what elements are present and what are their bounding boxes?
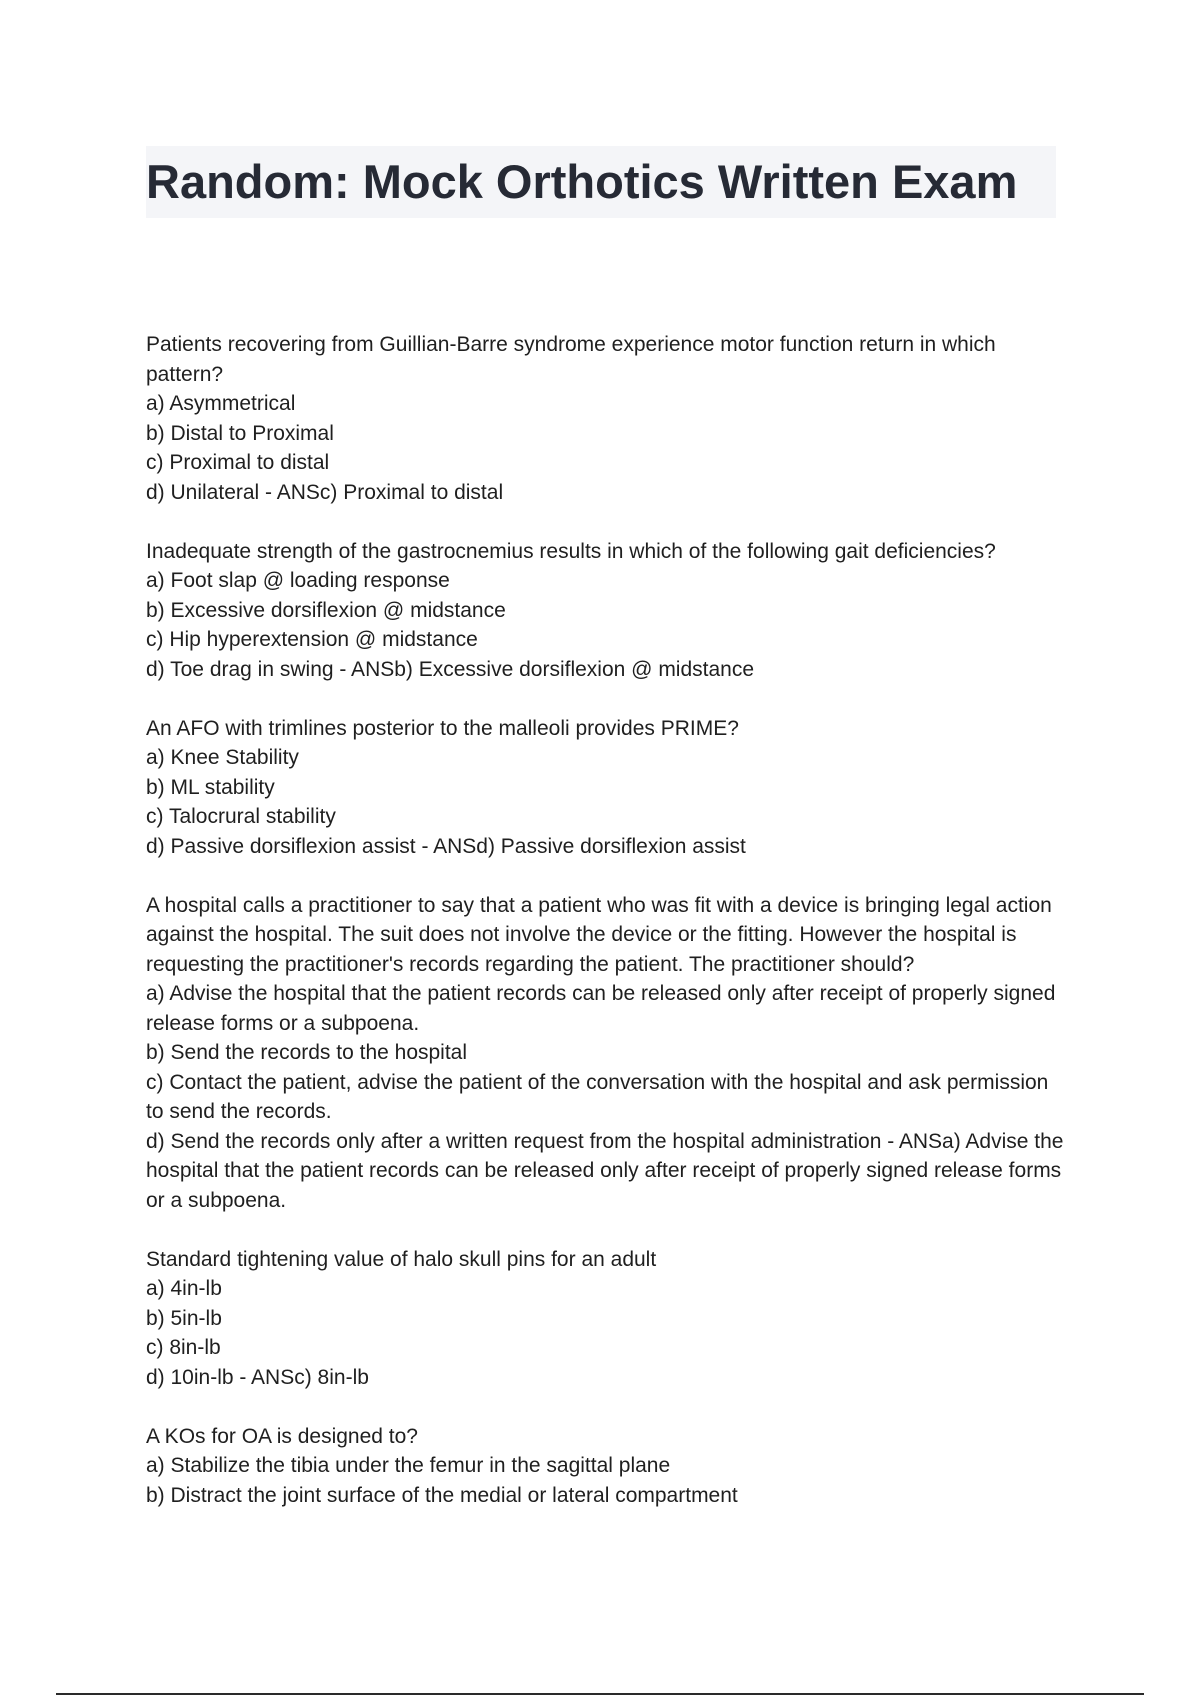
answer-option: a) 4in-lb [146,1277,222,1300]
page-title: Random: Mock Orthotics Written Exam [146,155,1018,208]
answer-option: c) Contact the patient, advise the patient of the conversation with the hospital and ask permission to send the records. [146,1070,1049,1123]
answer-option: b) ML stability [146,775,275,799]
answer-option: a) Advise the hospital that the patient records can be released only after receipt of properly signed release forms or a subpoena. [146,982,1056,1035]
question-text: Patients recovering from Guillian-Barre syndrome experience motor function return in which pattern? [146,333,996,386]
answer-option: b) Distal to Proximal [146,421,334,445]
question-block [146,1245,1066,1393]
question-text: Standard tightening value of halo skull pins for an adult [146,1247,657,1271]
question-text: A KOs for OA is designed to? [146,1424,418,1448]
question-block [146,891,1066,1216]
answer-option: d) Send the records only after a written request from the hospital administration - ANSa) Advise the hospital that the patient records can be released only after receipt of properly signed release forms or a subpoena. [146,1129,1064,1212]
question-text: A hospital calls a practitioner to say that a patient who was fit with a device is bringing legal action against the hospital. The suit does not involve the device or the fitting. However the hospital is requesting the practitioner's records regarding the patient. The practitioner should? [146,893,1052,976]
answer-option: b) 5in-lb [146,1306,222,1330]
answer-option: a) Foot slap @ loading response [146,569,450,592]
question-block [146,714,1066,862]
answer-option: a) Asymmetrical [146,392,296,415]
question-block [146,330,1066,507]
question-block [146,1422,1066,1511]
question-block [146,537,1066,685]
answer-option: a) Stabilize the tibia under the femur in the sagittal plane [146,1454,671,1477]
answer-option: b) Excessive dorsiflexion @ midstance [146,598,506,622]
answer-option: d) Toe drag in swing - ANSb) Excessive dorsiflexion @ midstance [146,657,755,681]
answer-option: d) Unilateral - ANSc) Proximal to distal [146,480,504,504]
answer-option: c) Talocrural stability [146,805,336,828]
footer-divider [56,1693,1144,1695]
answer-option: d) Passive dorsiflexion assist - ANSd) Passive dorsiflexion assist [146,834,746,858]
question-text: Inadequate strength of the gastrocnemius results in which of the following gait deficiencies? [146,539,996,563]
answer-option: c) 8in-lb [146,1336,221,1359]
answer-option: c) Proximal to distal [146,451,330,474]
answer-option: c) Hip hyperextension @ midstance [146,628,478,651]
answer-option: b) Send the records to the hospital [146,1041,468,1064]
question-list [146,330,1066,1540]
answer-option: b) Distract the joint surface of the medial or lateral compartment [146,1483,738,1507]
answer-option: d) 10in-lb - ANSc) 8in-lb [146,1365,369,1389]
answer-option: a) Knee Stability [146,746,299,769]
question-text: An AFO with trimlines posterior to the malleoli provides PRIME? [146,716,739,740]
